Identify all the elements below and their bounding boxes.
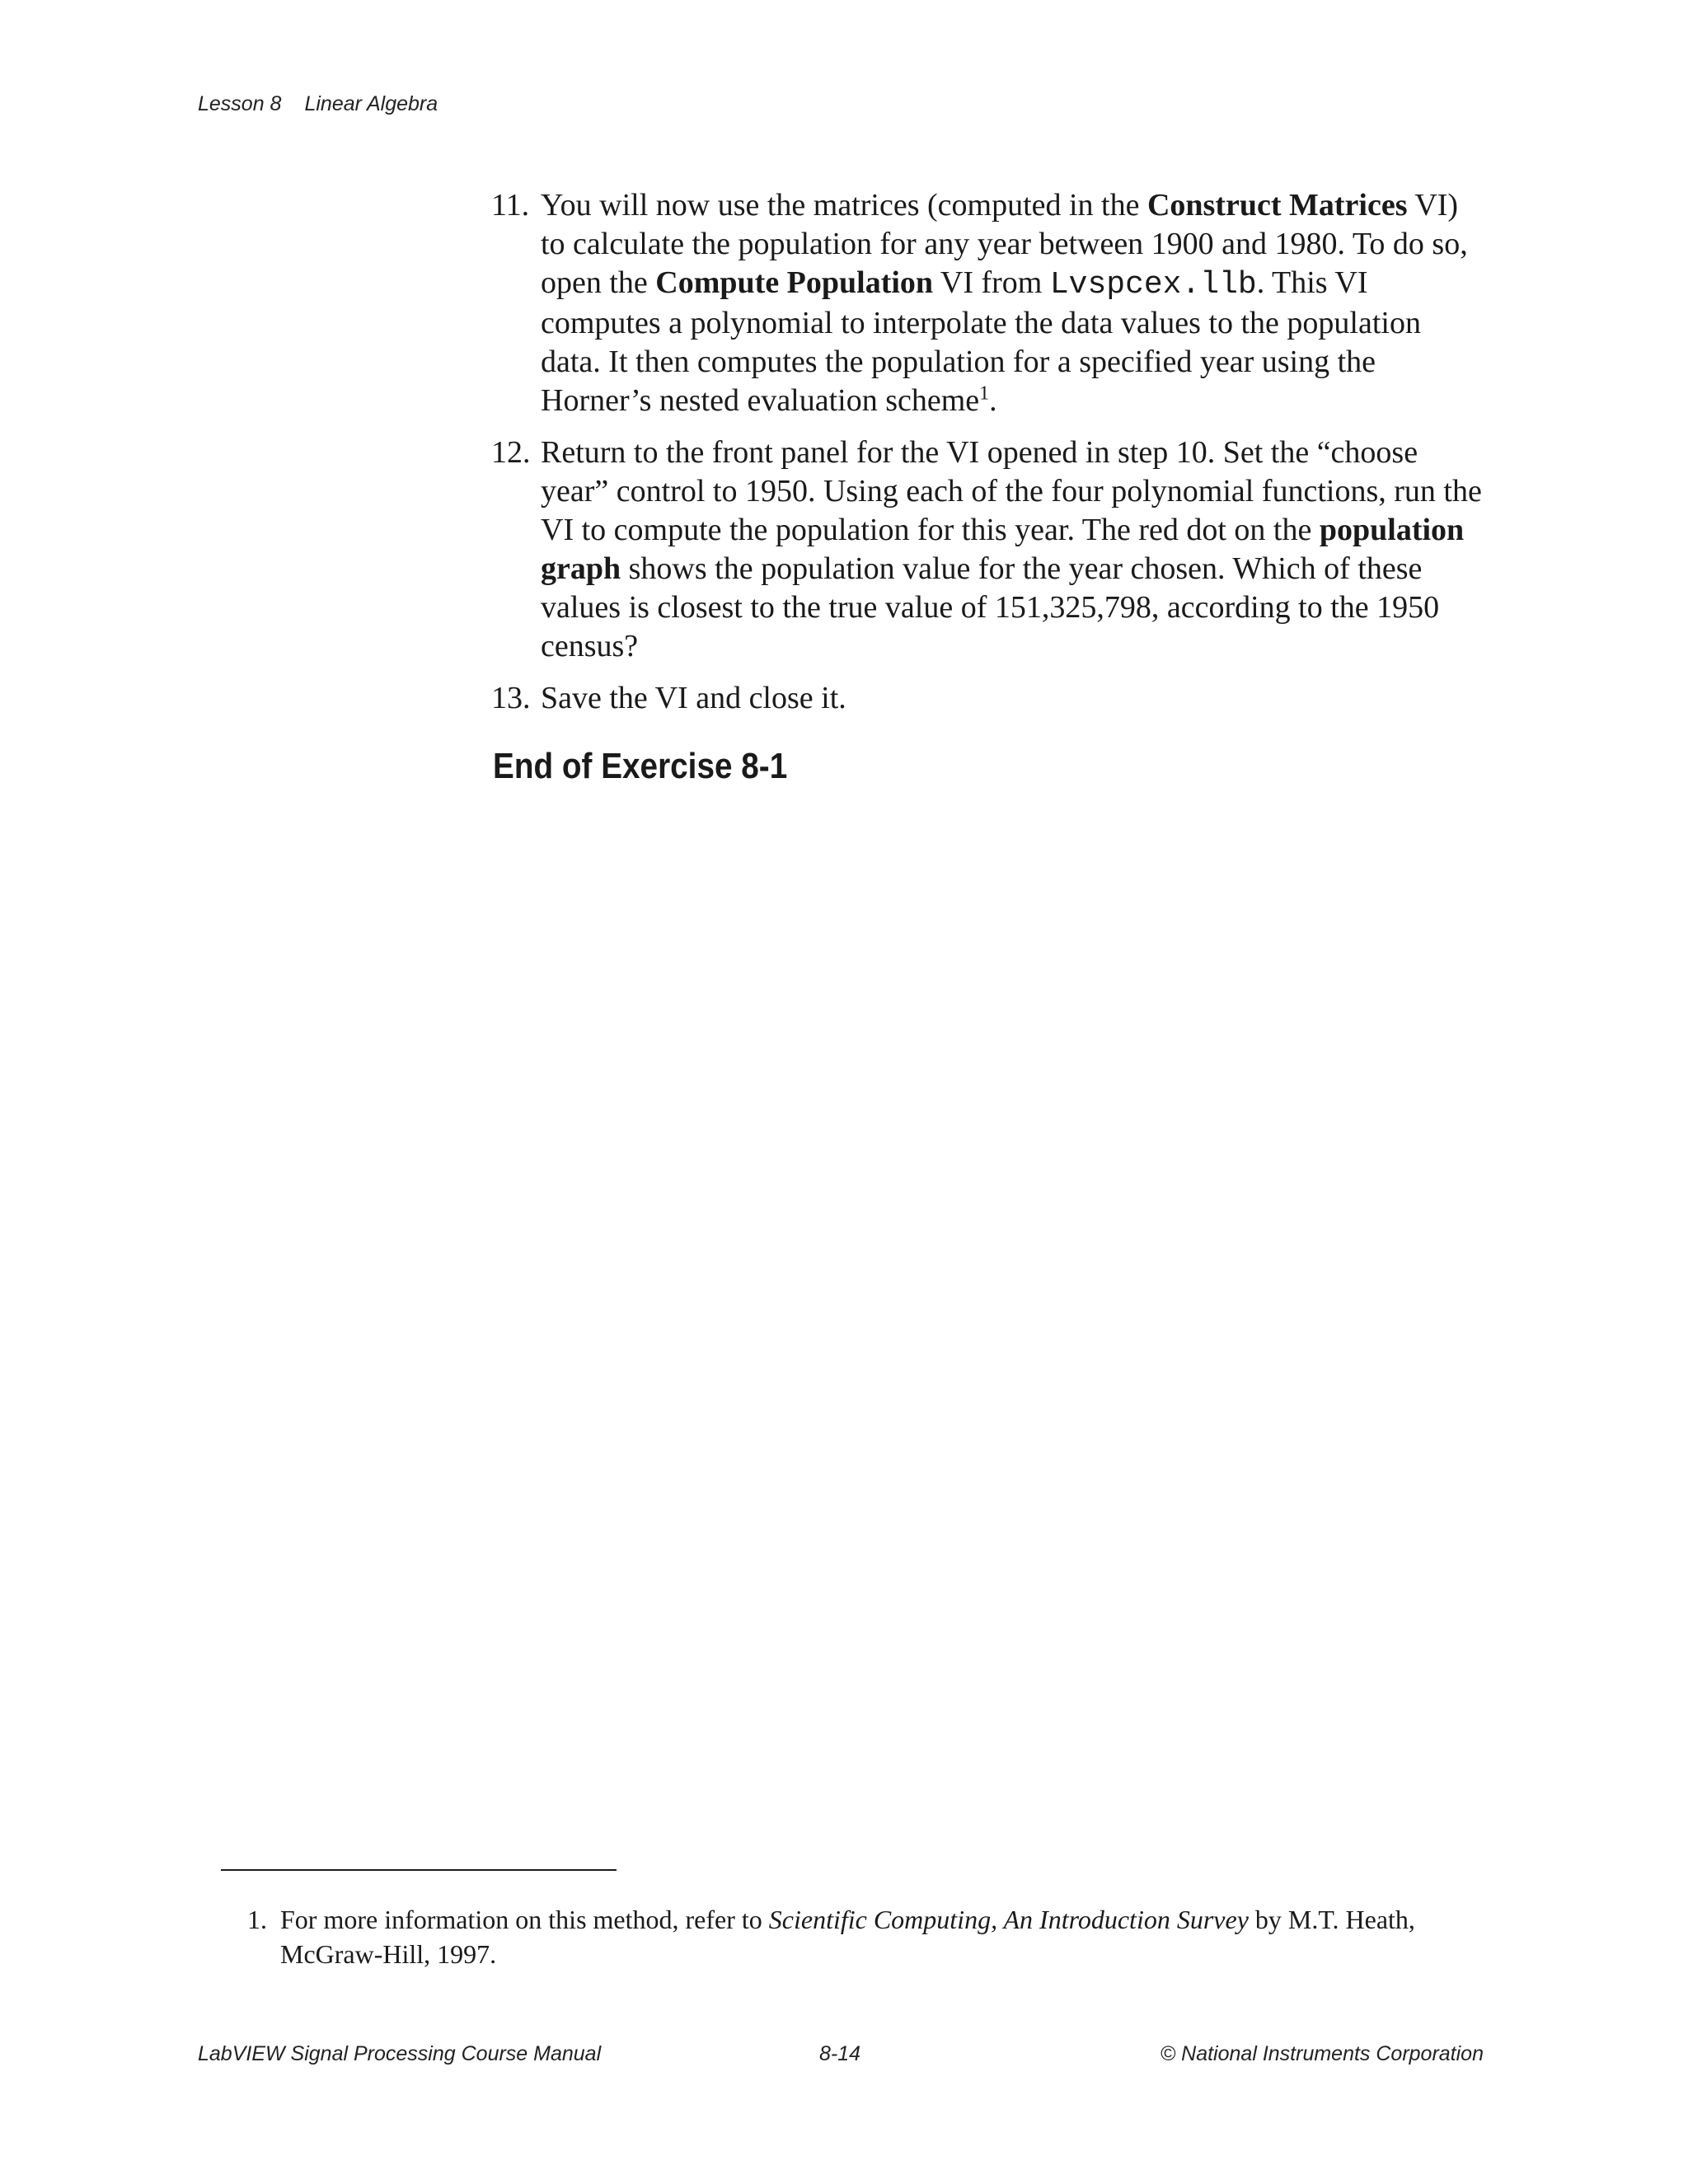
library-filename: Lvspcex.llb: [1049, 267, 1257, 302]
running-header: [198, 92, 438, 116]
footnote-number: 1.: [247, 1905, 267, 1934]
footnote: [247, 1902, 1500, 1971]
population-graph-label: population graph: [541, 513, 1465, 586]
exercise-end-heading: End of Exercise 8-1: [493, 746, 788, 786]
footer-manual-title: LabVIEW Signal Processing Course Manual: [198, 2042, 602, 2065]
step-text: shows the population value for the year chosen. Which of these values is closest to the true value of 151,325,798, according to the 1950 census?: [541, 551, 1440, 663]
step-text: You will now use the matrices (computed in the: [541, 188, 1147, 223]
step-11: [491, 186, 1484, 420]
main-content: [491, 186, 1484, 731]
step-text: . This VI computes a polynomial to interpolate the data values to the population data. It then computes the population for a specified year using the Horner’s nested evaluation scheme: [541, 265, 1421, 418]
footer-copyright: © National Instruments Corporation: [1160, 2042, 1484, 2065]
step-text: VI from: [933, 265, 1050, 300]
vi-name-compute-population: Compute Population: [655, 265, 934, 300]
header-lesson: Lesson 8: [198, 92, 282, 115]
step-text: Save the VI and close it.: [541, 681, 846, 715]
footnote-text: For more information on this method, refer to: [280, 1905, 769, 1934]
book-title: Scientific Computing, An Introduction Survey: [768, 1905, 1249, 1934]
step-12: [491, 434, 1484, 666]
footnote-reference: 1: [979, 382, 990, 405]
footnote-divider: [221, 1869, 617, 1871]
step-text: VI) to calculate the population for any year between 1900 and 1980. To do so, open the: [541, 188, 1468, 300]
step-number: 12.: [491, 435, 531, 470]
step-text: .: [989, 383, 997, 418]
footnote-text: by M.T. Heath, McGraw-Hill, 1997.: [280, 1905, 1415, 1969]
step-number: 13.: [491, 681, 531, 715]
step-text: Return to the front panel for the VI opened in step 10. Set the “choose year” control to 1950. Using each of the four polynomial functions, run the VI to compute the population for this year. The red dot on the: [541, 435, 1482, 547]
step-number: 11.: [491, 188, 530, 223]
vi-name-construct-matrices: Construct Matrices: [1146, 188, 1408, 223]
page-number: 8-14: [819, 2042, 861, 2065]
header-title: Linear Algebra: [304, 92, 438, 115]
step-13: [491, 679, 1484, 718]
